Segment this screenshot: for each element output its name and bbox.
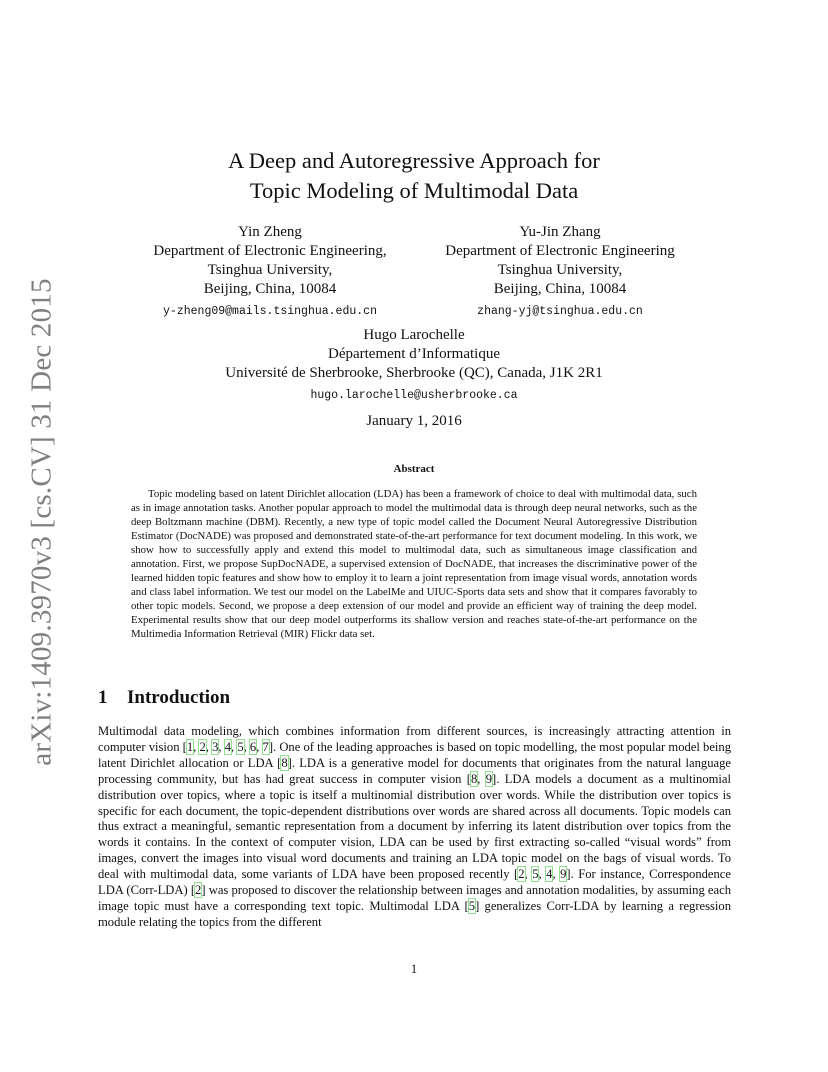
title-line-1: A Deep and Autoregressive Approach for — [228, 148, 600, 173]
author-city: Beijing, China, 10084 — [203, 281, 337, 297]
citation-link[interactable]: 8 — [470, 771, 478, 786]
author-university: Université de Sherbrooke, Sherbrooke (QC), Canada, J1K 2R1 — [225, 365, 603, 381]
citation-link[interactable]: 9 — [485, 771, 493, 786]
author-department: Département d’Informatique — [327, 346, 500, 362]
intro-text: ] generalizes Corr-LDA by learning a regression module relating the topics from the different — [98, 898, 732, 929]
author-email[interactable]: hugo.larochelle@usherbrooke.ca — [310, 389, 518, 402]
citation-link[interactable]: 2 — [518, 867, 525, 882]
intro-text: ]. One of the leading approaches is based on topic modelling, the most popular model being latent Dirichlet allocation or LDA [ — [98, 739, 732, 770]
title-line-2: Topic Modeling of Multimodal Data — [249, 178, 579, 203]
author-city: Beijing, China, 10084 — [493, 281, 627, 297]
paper-date: January 1, 2016 — [366, 413, 462, 429]
citation-link[interactable]: 6 — [249, 739, 257, 754]
author-email[interactable]: y-zheng09@mails.tsinghua.edu.cn — [163, 305, 377, 318]
intro-text: ]. LDA models a document as a multinomial distribution over topics, where a topic is itself a multinomial distribution over words. While the distribution over topics is specific for each document, the topic-dependent distributions over words are shared across all documents. Topic models can thus extract a meaningful, semantic representation from a document by inferring its latent distribution over topics from the words it contains. In the context of computer vision, LDA can be used by first extracting so-called “visual words” from images, convert the images into visual word documents and training an LDA topic model on the bags of visual words. To deal with multimodal data, some variants of LDA have been proposed recently [ — [98, 771, 732, 882]
author-block-2 — [420, 223, 700, 321]
citation-link[interactable]: 4 — [224, 739, 231, 754]
citation-link[interactable]: 4 — [546, 867, 553, 882]
arxiv-identifier-stamp: arXiv:1409.3970v3 [cs.CV] 31 Dec 2015 — [25, 278, 58, 766]
citation-link[interactable]: 1 — [186, 739, 194, 754]
citation-link[interactable]: 5 — [237, 739, 244, 754]
citation-link[interactable]: 8 — [281, 755, 288, 770]
citation-link[interactable]: 2 — [195, 883, 202, 898]
citation-link[interactable]: 5 — [468, 898, 476, 913]
author-name: Yu-Jin Zhang — [519, 224, 601, 240]
citation-link[interactable]: 2 — [199, 739, 206, 754]
citation-link[interactable]: 5 — [532, 867, 539, 882]
abstract-heading: Abstract — [393, 463, 435, 475]
section-number: 1 — [98, 687, 108, 708]
intro-text: Multimodal data modeling, which combines information from different sources, is increasingly attracting attention in computer vision [ — [98, 724, 731, 754]
introduction-paragraph: Multimodal data modeling, which combines information from different sources, is increasingly attracting attention in computer vision [1, 2, 3, 4, 5, 6, 7]. One of the leading approaches is based on topic modelling, the most popular model being latent Dirichlet allocation or LDA [8]. LDA is a generative model for documents that originates from the natural language processing community, but has had great success in computer vision [8, 9]. LDA models a document as a multinomial distribution over topics, where a topic is itself a multinomial distribution over words. While the distribution over topics is specific for each document, the topic-dependent distributions over words are shared across all documents. Topic models can thus extract a meaningful, semantic representation from a document by inferring its latent distribution over topics from the words it contains. In the context of computer vision, LDA can be used by first extracting so-called “visual words” from images, convert the images into visual word documents and training an LDA topic model on the bags of visual words. To deal with multimodal data, some variants of LDA have been proposed recently [2, 5, 4, 9]. For instance, Correspondence LDA (Corr-LDA) [2] was proposed to discover the relationship between images and annotation modalities, by assuming each image topic must have a corresponding text topic. Multimodal LDA [5] generalizes Corr-LDA by learning a regression module relating the topics from the different — [98, 724, 732, 929]
page-number: 1 — [410, 962, 418, 976]
paper-title — [0, 146, 828, 206]
citation-link[interactable]: 7 — [262, 739, 269, 754]
intro-text: ]. For instance, Correspondence LDA (Corr-LDA) [ — [98, 867, 731, 898]
author-department: Department of Electronic Engineering, — [153, 243, 387, 259]
author-name: Hugo Larochelle — [363, 327, 465, 343]
section-title: Introduction — [127, 687, 231, 708]
author-block-1 — [130, 223, 410, 321]
author-email[interactable]: zhang-yj@tsinghua.edu.cn — [477, 305, 643, 318]
intro-text: ] was proposed to discover the relationship between images and annotation modalities, by assuming each image topic must have a corresponding text topic. Multimodal LDA [ — [98, 883, 731, 913]
citation-link[interactable]: 9 — [560, 867, 567, 882]
section-heading — [98, 687, 230, 709]
author-block-3 — [150, 326, 678, 405]
author-university: Tsinghua University, — [207, 262, 333, 278]
author-university: Tsinghua University, — [497, 262, 623, 278]
abstract-body: Topic modeling based on latent Dirichlet allocation (LDA) has been a framework of choice to deal with multimodal data, such as in image annotation tasks. Another popular approach to model the multimodal data is through deep neural networks, such as the deep Boltzmann machine (DBM). Recently, a new type of topic model called the Document Neural Autoregressive Distribution Estimator (DocNADE) was proposed and demonstrated state-of-the-art performance for text document modeling. In this work, we show how to successfully apply and extend this model to multimodal data, such as simultaneous image classification and annotation. First, we propose SupDocNADE, a supervised extension of DocNADE, that increases the discriminative power of the learned hidden topic features and show how to employ it to learn a joint representation from image visual words, annotation words and class label information. We test our model on the LabelMe and UIUC-Sports data sets and show that it compares favorably to other topic models. Second, we propose a deep extension of our model and provide an efficient way of training the deep model. Experimental results show that our deep model outperforms its shallow version and reaches state-of-the-art performance on the Multimedia Information Retrieval (MIR) Flickr data set. — [131, 488, 697, 641]
author-department: Department of Electronic Engineering — [445, 243, 675, 259]
author-name: Yin Zheng — [238, 224, 302, 240]
citation-link[interactable]: 3 — [212, 739, 219, 754]
intro-text: ]. LDA is a generative model for documents that originates from the natural language processing community, but has had great success in computer vision [ — [98, 755, 731, 786]
